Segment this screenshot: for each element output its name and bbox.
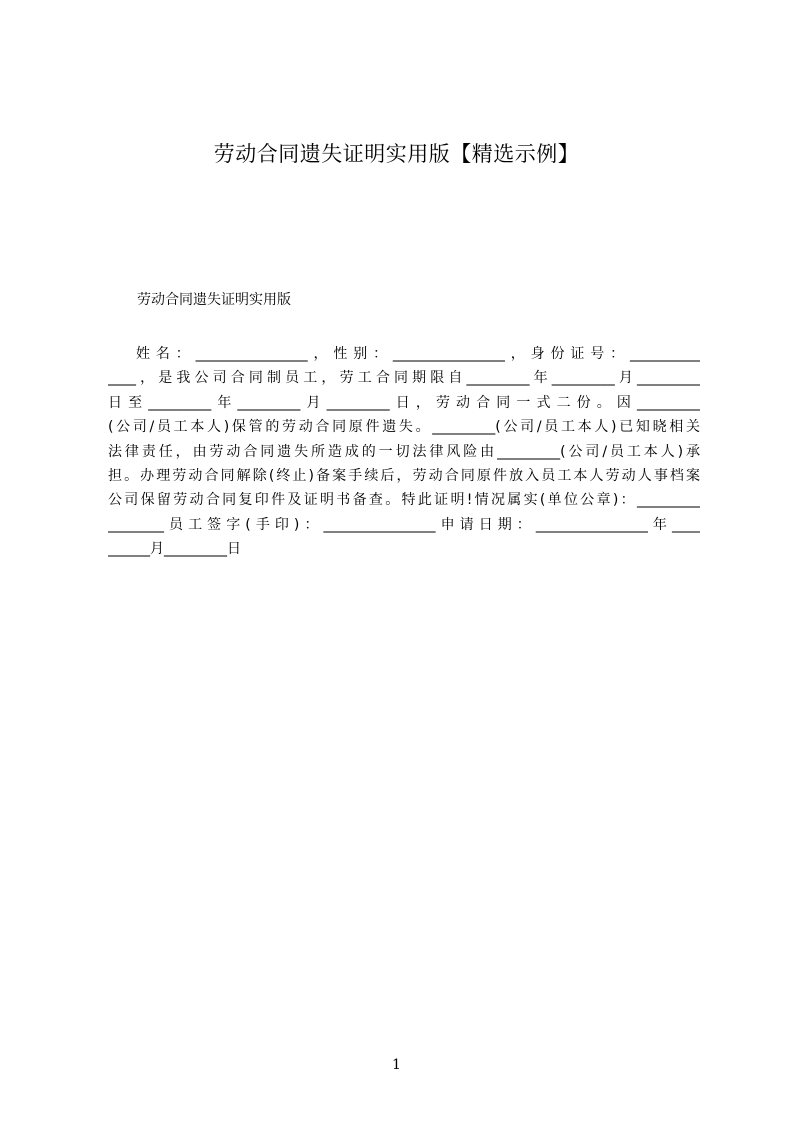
body-line-8: ________员工签字(手印)：________________申请日期：________________年____ [108,516,700,533]
body-line-9: ______月_________日 [108,541,241,558]
document-title: 劳动合同遗失证明实用版【精选示例】 [213,142,580,166]
body-line-5: 法律责任，由劳动合同遗失所造成的一切法律风险由_________(公司/员工本人)承 [108,443,700,460]
body-line-2: ____，是我公司合同制员工，劳工合同期限自_________年_________月_________ [108,370,700,387]
body-line-7: 公司保留劳动合同复印件及证明书备查。特此证明!情况属实(单位公章)：_________ [108,492,700,509]
body-line-3: 日至_________年_________月_________日，劳动合同一式二份。因_________ [108,394,700,411]
body-line-1: 姓名：________________，性别：________________，身份证号：__________ [136,346,700,362]
body-line-6: 担。办理劳动合同解除(终止)备案手续后，劳动合同原件放入员工本人劳动人事档案 [108,467,700,484]
document-subtitle: 劳动合同遗失证明实用版 [137,292,291,308]
page-number: 1 [392,1057,401,1073]
body-line-4: (公司/员工本人)保管的劳动合同原件遗失。_________(公司/员工本人)已知晓相关 [108,419,700,436]
certificate-body [108,342,700,562]
